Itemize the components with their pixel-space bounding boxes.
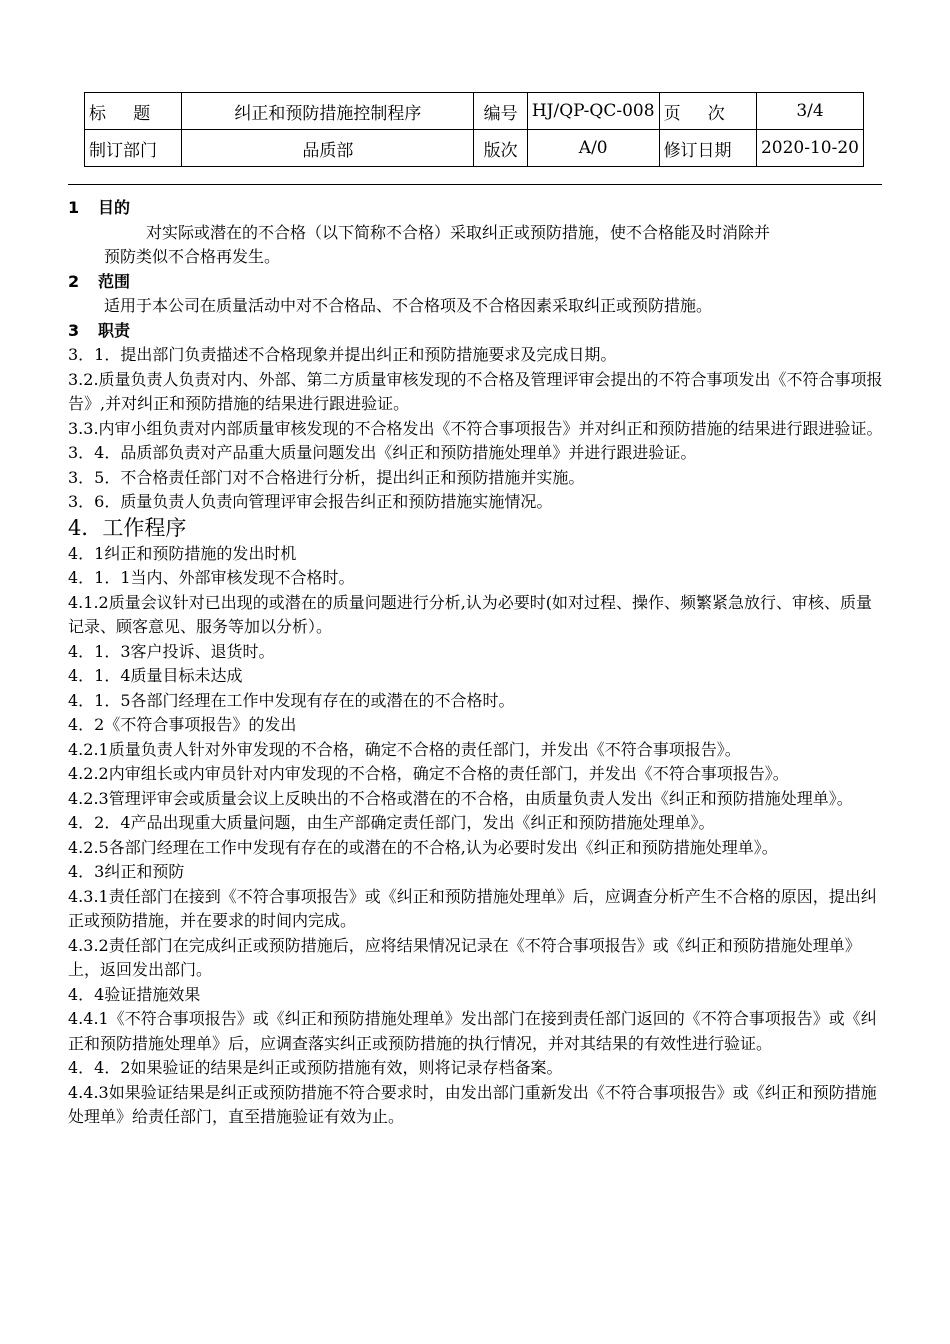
section-1-heading: 1 目的 xyxy=(68,198,131,217)
list-item: 3．6．质量负责人负责向管理评审会报告纠正和预防措施实施情况。 xyxy=(68,492,553,511)
list-item: 4．2．4产品出现重大质量问题，由生产部确定责任部门，发出《纠正和预防措施处理单》。 xyxy=(68,813,715,832)
list-item: 3．5．不合格责任部门对不合格进行分析，提出纠正和预防措施并实施。 xyxy=(68,467,585,487)
list-item: 4．4验证措施效果 xyxy=(68,984,201,1004)
dept-value: 品质部 xyxy=(182,130,474,167)
section-2-heading: 2 范围 xyxy=(68,271,131,291)
version-label: 版次 xyxy=(474,130,528,167)
document-header-table xyxy=(84,92,864,167)
list-item: 3．1．提出部门负责描述不合格现象并提出纠正和预防措施要求及完成日期。 xyxy=(68,345,617,364)
revision-date-label: 修订日期 xyxy=(659,130,756,167)
list-item: 3.2.质量负责人负责对内、外部、第二方质量审核发现的不合格及管理评审会提出的不符合事项发出《不符合事项报告》,并对纠正和预防措施的结果进行跟进验证。 xyxy=(68,369,883,413)
document-body xyxy=(68,196,886,1130)
list-item: 4．1纠正和预防措施的发出时机 xyxy=(68,543,297,563)
dept-label: 制订部门 xyxy=(85,130,182,167)
version-value: A/0 xyxy=(527,130,659,167)
list-item: 4．3纠正和预防 xyxy=(68,862,185,881)
list-item: 3．4．品质部负责对产品重大质量问题发出《纠正和预防措施处理单》并进行跟进验证。 xyxy=(68,443,697,462)
list-item: 4.2.3管理评审会或质量会议上反映出的不合格或潜在的不合格，由质量负责人发出《纠正和预防措施处理单》。 xyxy=(68,788,853,808)
section-3-heading: 3 职责 xyxy=(68,320,131,340)
section-1-text-a: 对实际或潜在的不合格（以下简称不合格）采取纠正或预防措施，使不合格能及时消除并 xyxy=(146,222,771,242)
page-number: 3/4 xyxy=(756,93,863,130)
revision-date-value: 2020-10-20 xyxy=(756,130,863,167)
list-item: 4．2《不符合事项报告》的发出 xyxy=(68,715,297,734)
list-item: 4.3.2责任部门在完成纠正或预防措施后，应将结果情况记录在《不符合事项报告》或《纠正和预防措施处理单》上，返回发出部门。 xyxy=(68,935,861,979)
section-4-heading: 4．工作程序 xyxy=(68,515,187,540)
list-item: 4．1．1当内、外部审核发现不合格时。 xyxy=(68,568,355,587)
document-title: 纠正和预防措施控制程序 xyxy=(182,93,474,130)
document-code: HJ/QP-QC-008 xyxy=(527,93,659,130)
list-item: 4．1．3客户投诉、退货时。 xyxy=(68,641,275,661)
title-label: 标题 xyxy=(85,93,182,130)
page-label: 页次 xyxy=(659,93,756,130)
section-1-text-b: 预防类似不合格再发生。 xyxy=(104,247,281,266)
list-item: 4.2.5各部门经理在工作中发现有存在的或潜在的不合格,认为必要时发出《纠正和预防措施处理单》。 xyxy=(68,837,778,857)
list-item: 3.3.内审小组负责对内部质量审核发现的不合格发出《不符合事项报告》并对纠正和预防措施的结果进行跟进验证。 xyxy=(68,418,883,438)
section-2-text: 适用于本公司在质量活动中对不合格品、不合格项及不合格因素采取纠正或预防措施。 xyxy=(104,296,713,315)
list-item: 4.2.1质量负责人针对外审发现的不合格，确定不合格的责任部门，并发出《不符合事项报告》。 xyxy=(68,739,741,759)
header-divider xyxy=(68,184,882,185)
code-label: 编号 xyxy=(474,93,528,130)
list-item: 4.3.1责任部门在接到《不符合事项报告》或《纠正和预防措施处理单》后，应调查分析产生不合格的原因，提出纠正或预防措施，并在要求的时间内完成。 xyxy=(68,886,877,930)
list-item: 4.1.2质量会议针对已出现的或潜在的质量问题进行分析,认为必要时(如对过程、操作、频繁紧急放行、审核、质量记录、顾客意见、服务等加以分析）。 xyxy=(68,592,873,636)
list-item: 4.2.2内审组长或内审员针对内审发现的不合格，确定不合格的责任部门，并发出《不符合事项报告》。 xyxy=(68,764,789,783)
list-item: 4．4．2如果验证的结果是纠正或预防措施有效，则将记录存档备案。 xyxy=(68,1058,563,1077)
list-item: 4.4.1《不符合事项报告》或《纠正和预防措施处理单》发出部门在接到责任部门返回的《不符合事项报告》或《纠正和预防措施处理单》后，应调查落实纠正或预防措施的执行情况，并对其结果的有效性进行验证。 xyxy=(68,1009,877,1053)
list-item: 4.4.3如果验证结果是纠正或预防措施不符合要求时，由发出部门重新发出《不符合事项报告》或《纠正和预防措施处理单》给责任部门，直至措施验证有效为止。 xyxy=(68,1082,877,1126)
list-item: 4．1．5各部门经理在工作中发现有存在的或潜在的不合格时。 xyxy=(68,690,515,710)
list-item: 4．1．4质量目标未达成 xyxy=(68,666,243,685)
